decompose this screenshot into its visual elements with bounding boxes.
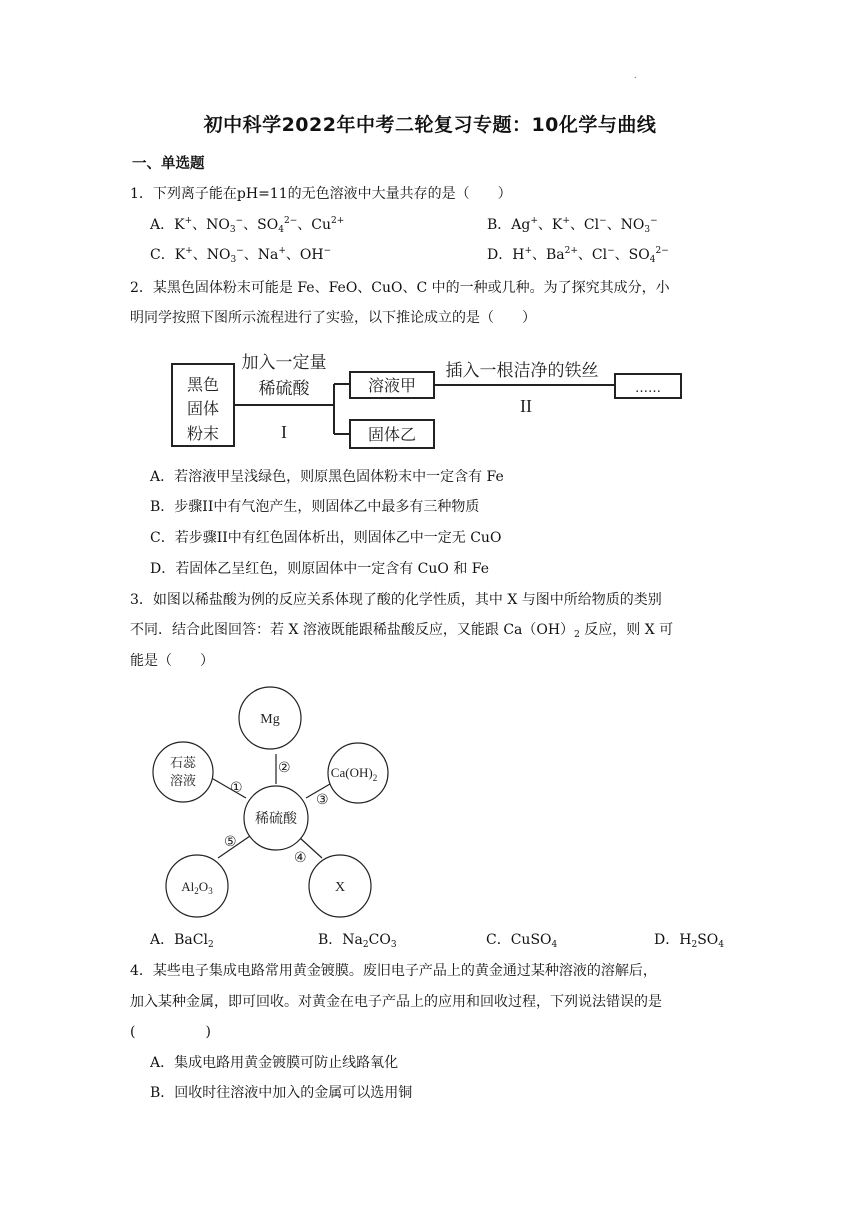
x-label: X	[334, 880, 346, 895]
marker-5: ⑤	[224, 834, 237, 850]
page-title: 初中科学2022年中考二轮复习专题：10化学与曲线	[203, 114, 657, 136]
marker-4: ④	[294, 850, 307, 866]
section-heading: 一、单选题	[132, 156, 205, 172]
litmus-label-line2: 溶液	[169, 774, 197, 789]
q2-stem-line2: 明同学按照下图所示流程进行了实验，以下推论成立的是（ ）	[130, 310, 536, 326]
step1-reagent-line1: 加入一定量	[241, 353, 327, 373]
q1-stem: 1．下列离子能在pH=11的无色溶液中大量共存的是（ ）	[130, 186, 512, 202]
q1-option-a[interactable]: A．K+、$NO_3^-$、$SO_4^{2-}$、$Cu^{2+}$	[150, 216, 345, 235]
q2-option-c[interactable]: C．若步骤II中有红色固体析出，则固体乙中一定无 CuO	[150, 530, 502, 546]
step1-reagent-line2: 稀硫酸	[258, 379, 310, 399]
marker-3: ③	[316, 792, 329, 808]
caoh2-label: $Ca(OH)_2$	[330, 765, 378, 783]
q2-flow-diagram	[160, 348, 700, 454]
step2-number: II	[520, 396, 532, 416]
box1-line3: 粉末	[186, 424, 220, 443]
q1-option-b[interactable]: B．Ag+、K+、Cl−、$NO_3^-$	[487, 216, 658, 235]
q3-stem-line1: 3．如图以稀盐酸为例的反应关系体现了酸的化学性质，其中 X 与图中所给物质的类别	[130, 592, 662, 608]
al2o3-label: $Al_2O_3$	[181, 879, 213, 896]
page-mark: .	[634, 70, 637, 81]
q3-option-b[interactable]: B．$Na_2CO_3$	[318, 932, 397, 950]
q1-option-c[interactable]: C．K+、$NO_3^-$、Na+、OH−	[150, 246, 332, 265]
q2-option-b[interactable]: B．步骤II中有气泡产生，则固体乙中最多有三种物质	[150, 499, 480, 515]
q4-option-b[interactable]: B．回收时往溶液中加入的金属可以选用铜	[150, 1085, 413, 1101]
q4-option-a[interactable]: A．集成电路用黄金镀膜可防止线路氧化	[150, 1055, 399, 1071]
box1-line1: 黑色	[186, 375, 220, 394]
q3-option-d[interactable]: D．$H_2SO_4$	[654, 932, 724, 950]
litmus-label-line1: 石蕊	[169, 756, 197, 771]
step2-reagent: 插入一根洁净的铁丝	[445, 361, 599, 381]
q1-option-d[interactable]: D．H+、$Ba^{2+}$、Cl−、$SO_4^{2-}$	[487, 246, 669, 265]
q3-stem-line2: 不同．结合此图回答：若 X 溶液既能跟稀盐酸反应，又能跟 $Ca(OH)_2$ 反应，则 X 可	[130, 622, 674, 640]
q3-reaction-diagram	[140, 680, 400, 920]
solution-jia-label: 溶液甲	[367, 376, 417, 395]
q2-stem-line1: 2．某黑色固体粉末可能是 Fe、FeO、CuO、C 中的一种或几种。为了探究其成分，小	[130, 280, 670, 296]
q4-stem-line1: 4．某些电子集成电路常用黄金镀膜。废旧电子产品上的黄金通过某种溶液的溶解后，	[130, 963, 657, 979]
result-ellipsis: ……	[635, 381, 661, 396]
q3-option-c[interactable]: C．CuSO$_4$	[486, 932, 558, 950]
center-label: 稀硫酸	[255, 811, 297, 827]
q2-option-d[interactable]: D．若固体乙呈红色，则原固体中一定含有 CuO 和 Fe	[150, 561, 490, 577]
step1-number: I	[281, 422, 287, 442]
box1-line2: 固体	[186, 399, 220, 418]
q4-stem-line3: ( )	[130, 1024, 211, 1040]
litmus-circle	[153, 742, 213, 802]
q3-option-a[interactable]: A．BaCl$_2$	[150, 932, 214, 950]
marker-2: ②	[278, 760, 291, 776]
q2-option-a[interactable]: A．若溶液甲呈浅绿色，则原黑色固体粉末中一定含有 Fe	[150, 469, 504, 485]
q4-stem-line2: 加入某种金属，即可回收。对黄金在电子产品上的应用和回收过程，下列说法错误的是	[130, 994, 662, 1010]
q3-stem-line3: 能是（ ）	[130, 653, 214, 669]
marker-1: ①	[230, 780, 243, 796]
mg-label: Mg	[260, 712, 280, 727]
solid-yi-label: 固体乙	[367, 425, 417, 444]
